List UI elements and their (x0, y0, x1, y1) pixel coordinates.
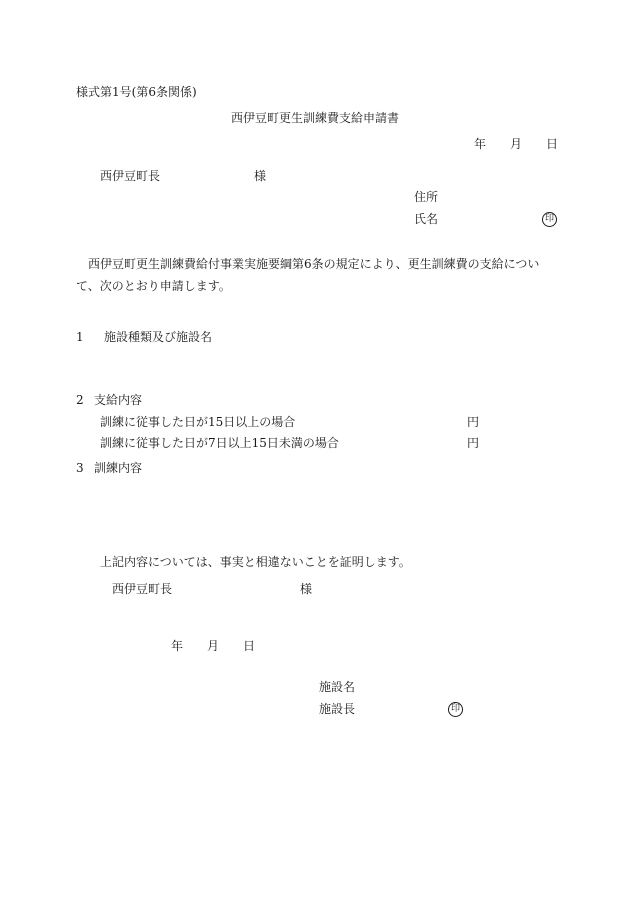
payment-row-label: 訓練に従事した日が7日以上15日未満の場合 (100, 436, 339, 450)
seal-icon: 印 (448, 702, 463, 717)
name-label: 氏名 (414, 212, 439, 226)
payment-row-label: 訓練に従事した日が15日以上の場合 (100, 415, 296, 429)
form-number: 様式第1号(第6条関係) (76, 85, 197, 99)
item-number: 2 (76, 393, 84, 407)
item-number: 1 (76, 330, 84, 344)
item-label: 施設種類及び施設名 (104, 330, 213, 344)
item-label: 支給内容 (94, 393, 143, 407)
certification-addressee-honorific: 様 (300, 582, 313, 596)
certification-date-day: 日 (243, 639, 256, 653)
page-title: 西伊豆町更生訓練費支給申請書 (230, 111, 399, 125)
certification-date-month: 月 (207, 639, 220, 653)
seal-icon: 印 (542, 212, 557, 227)
date-day: 日 (546, 137, 559, 151)
certification-addressee-name: 西伊豆町長 (112, 582, 173, 596)
intro-paragraph: 西伊豆町更生訓練費給付事業実施要綱第6条の規定により、更生訓練費の支給について、次のとおり申請します。 (76, 257, 540, 293)
addressee-name: 西伊豆町長 (100, 169, 161, 183)
date-month: 月 (510, 137, 523, 151)
date-year: 年 (474, 137, 487, 151)
item-label: 訓練内容 (94, 461, 143, 475)
certification-text: 上記内容については、事実と相違ないことを証明します。 (100, 555, 411, 569)
facility-director-label: 施設長 (319, 702, 356, 716)
certification-date-year: 年 (171, 639, 184, 653)
payment-row-unit: 円 (467, 415, 480, 429)
addressee-honorific: 様 (254, 169, 267, 183)
item-number: 3 (76, 461, 84, 475)
payment-row-unit: 円 (467, 436, 480, 450)
facility-name-label: 施設名 (319, 680, 356, 694)
address-label: 住所 (414, 190, 439, 204)
